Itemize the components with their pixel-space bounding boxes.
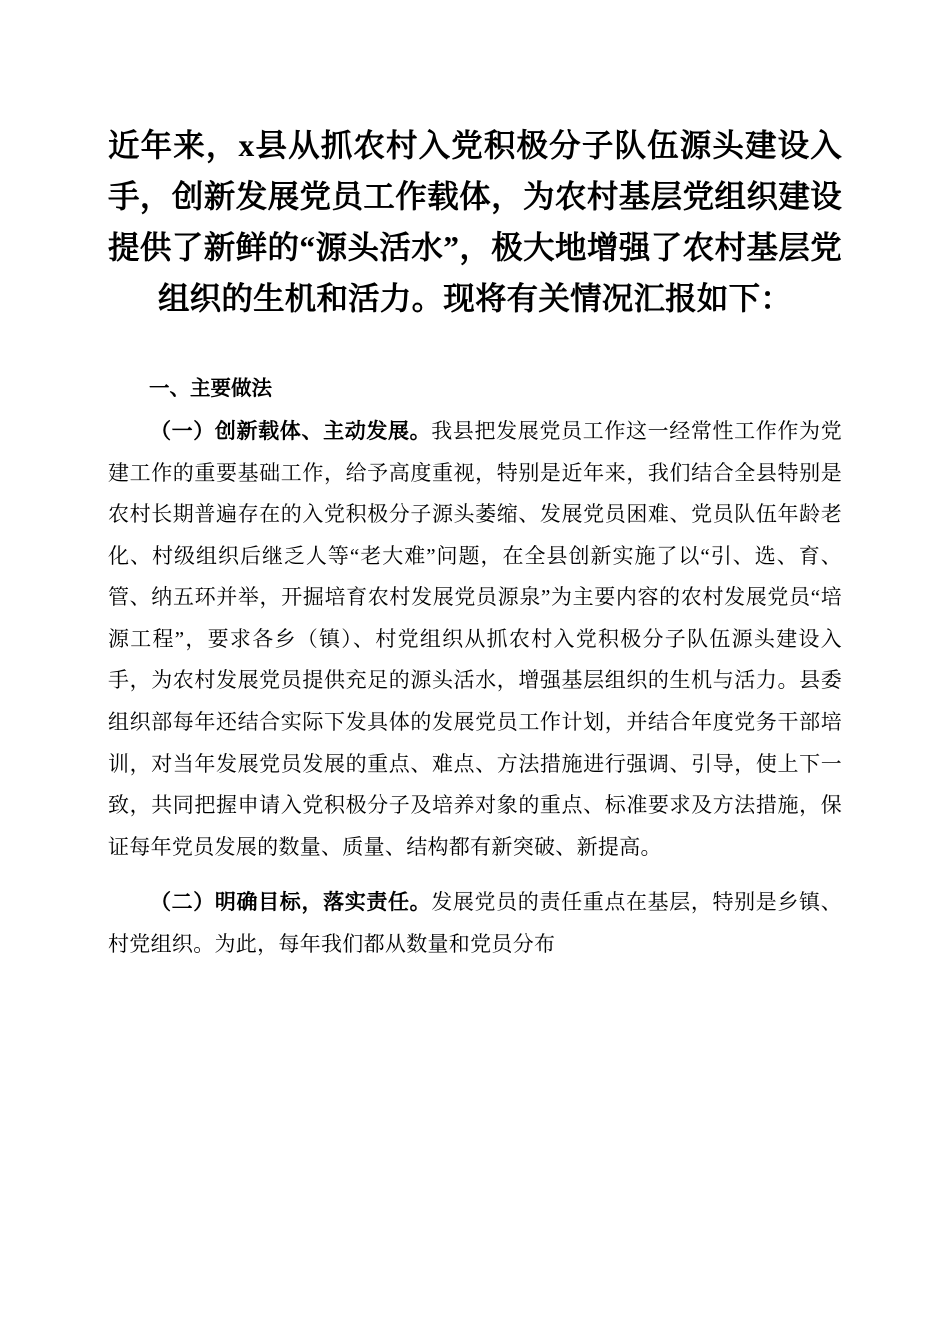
page-title: 近年来，x县从抓农村入党积极分子队伍源头建设入手，创新发展党员工作载体，为农村基层党组织建设提供了新鲜的“源头活水”，极大地增强了农村基层党组织的生机和活力。现将有关情况汇报如下： <box>108 128 842 317</box>
paragraph-1-body: 我县把发展党员工作这一经常性工作作为党建工作的重要基础工作，给予高度重视，特别是近年来，我们结合全县特别是农村长期普遍存在的入党积极分子源头萎缩、发展党员困难、党员队伍年龄老化、村级组织后继乏人等“老大难”问题，在全县创新实施了以“引、选、育、管、纳五环并举，开掘培育农村发展党员源泉”为主要内容的农村发展党员“培源工程”，要求各乡（镇）、村党组织从抓农村入党积极分子队伍源头建设入手，为农村发展党员提供充足的源头活水，增强基层组织的生机与活力。县委组织部每年还结合实际下发具体的发展党员工作计划，并结合年度党务干部培训，对当年发展党员发展的重点、难点、方法措施进行强调、引导，使上下一致，共同把握申请入党积极分子及培养对象的重点、标准要求及方法措施，保证每年党员发展的数量、质量、结构都有新突破、新提高。 <box>108 419 842 859</box>
section-heading-1: 一、主要做法 <box>149 377 272 401</box>
paragraph-1-lead: （一）创新载体、主动发展。 <box>150 420 432 443</box>
paragraph-1 <box>108 411 842 868</box>
paragraph-2-body: 发展党员的责任重点在基层，特别是乡镇、村党组织。为此，每年我们都从数量和党员分布 <box>108 890 842 956</box>
paragraph-2-lead: （二）明确目标，落实责任。 <box>150 891 432 915</box>
paragraph-2 <box>108 882 842 965</box>
